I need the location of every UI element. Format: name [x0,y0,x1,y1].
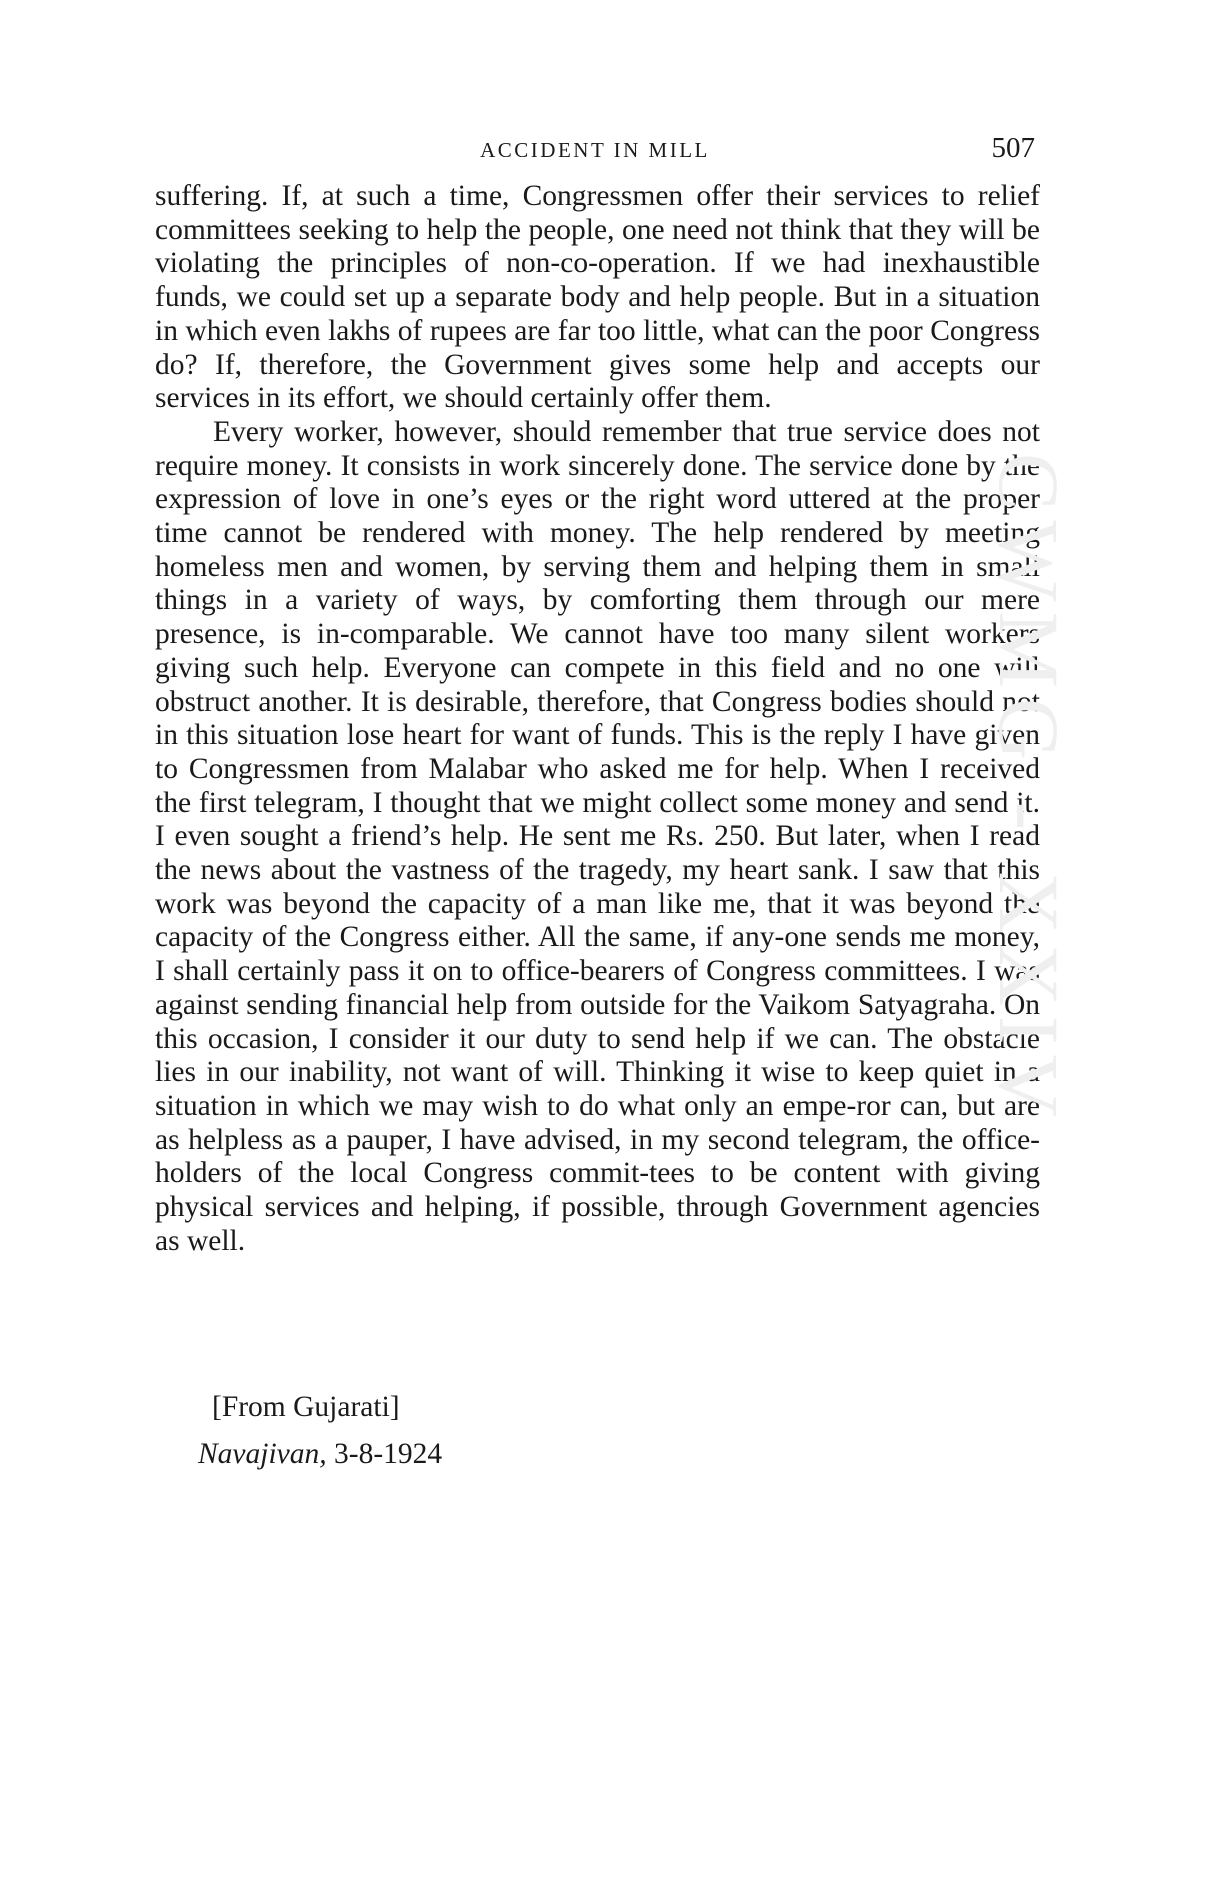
paragraph: Every worker, however, should remember that true service does not require money. It consists in work sincerely done. The service done by the expression of love in one’s eyes or the right word uttered at the proper time cannot be rendered with money. The help rendered by meeting homeless men and women, by serving them and helping them in small things in a variety of ways, by comforting them through our mere presence, is in-comparable. We cannot have too many silent workers giving such help. Everyone can compete in this field and no one will obstruct another. It is desirable, therefore, that Congress bodies should not in this situation lose heart for want of funds. This is the reply I have given to Congressmen from Malabar who asked me for help. When I received the first telegram, I thought that we might collect some money and send it. I even sought a friend’s help. He sent me Rs. 250. But later, when I read the news about the vastness of the tragedy, my heart sank. I saw that this work was beyond the capacity of a man like me, that it was beyond the capacity of the Congress either. All the same, if any-one sends me money, I shall certainly pass it on to office-bearers of Congress committees. I was against sending financial help from outside for the Vaikom Satyagraha. On this occasion, I consider it our duty to send help if we can. The obstacle lies in our inability, not want of will. Thinking it wise to keep quiet in a situation in which we may wish to do what only an empe-ror can, but are as helpless as a pauper, I have advised, in my second telegram, the office-holders of the local Congress commit-tees to be content with giving physical services and helping, if possible, through Government agencies as well. [155,415,1040,1257]
body-text [155,180,1040,1259]
citation [198,1437,442,1471]
running-title: ACCIDENT IN MILL [480,138,710,162]
paragraph-continued: suffering. If, at such a time, Congressmen offer their services to relief committees seeking to help the people, one need not think that they will be violating the principles of non-co-operation. If we had inexhaustible funds, we could set up a separate body and help people. But in a situation in which even lakhs of rupees are far too little, what can the poor Congress do? If, therefore, the Government gives some help and accepts our services in its effort, we should certainly offer them. [155,180,1040,415]
journal-name: Navajivan, [198,1438,327,1470]
source-note: [From Gujarati] [212,1391,400,1423]
watermark-text: CWMG - XXIV [981,453,1077,1127]
running-head [155,132,1035,172]
citation-date: 3-8-1924 [326,1438,443,1470]
page-number: 507 [991,132,1035,164]
